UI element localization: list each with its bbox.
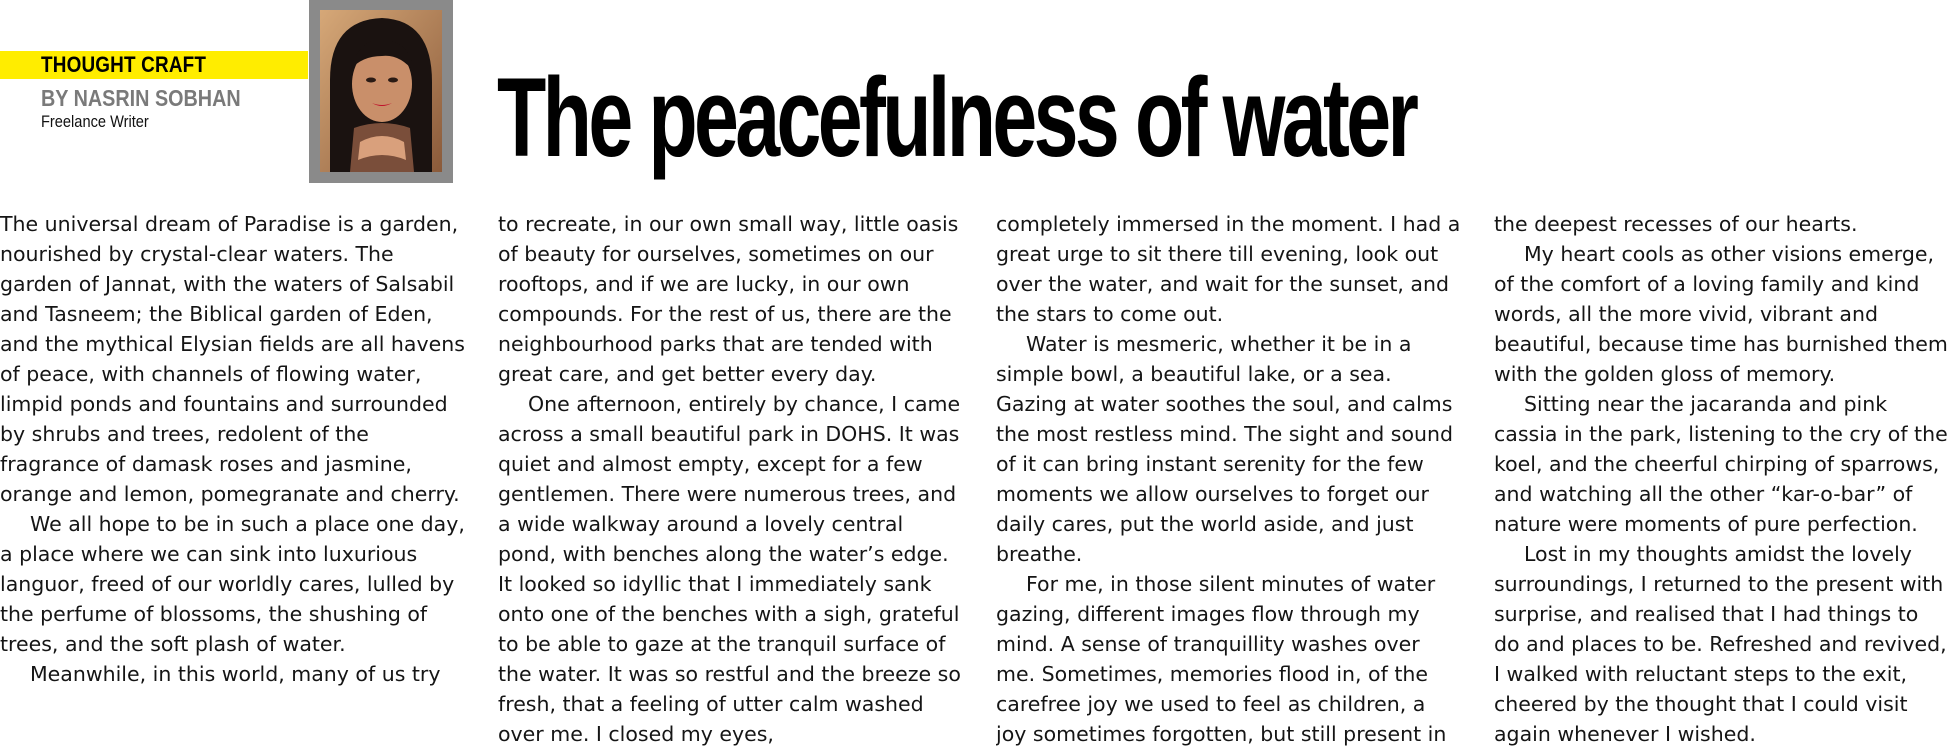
author-role: Freelance Writer xyxy=(41,112,149,131)
article-column-1 xyxy=(0,209,466,749)
headline: The peacefulness of water xyxy=(497,55,1416,180)
article-column-2 xyxy=(498,209,964,749)
article-column-3 xyxy=(996,209,1462,749)
paragraph: For me, in those silent minutes of water gazing, different images flow through my mind. A sense of tranquillity washes over me. Sometimes, memories flood in, of the carefree joy we used to feel as children, a joy sometimes forgotten, but still present in xyxy=(996,572,1447,746)
paragraph: Meanwhile, in this world, many of us try xyxy=(30,662,441,686)
paragraph: We all hope to be in such a place one day, a place where we can sink into luxurious languor, freed of our worldly cares, lulled by the perfume of blossoms, the shushing of trees, and the soft plash of water. xyxy=(0,512,465,656)
paragraph: completely immersed in the moment. I had a great urge to sit there till evening, look out over the water, and wait for the sunset, and the stars to come out. xyxy=(996,212,1461,326)
paragraph: Lost in my thoughts amidst the lovely surroundings, I returned to the present with surprise, and realised that I had things to do and places to be. Refreshed and revived, I walked with reluctant steps to the exit, cheered by the thought that I could visit again whenever I wished. xyxy=(1494,542,1947,746)
paragraph: One afternoon, entirely by chance, I came across a small beautiful park in DOHS. It was quiet and almost empty, except for a few gentlemen. There were numerous trees, and a wide walkway around a lovely central pond, with benches along the water’s edge. It looked so idyllic that I immediately sank onto one of the benches with a sigh, grateful to be able to gaze at the tranquil surface of the water. It was so restful and the breeze so fresh, that a feeling of utter calm washed over me. I closed my eyes, xyxy=(498,392,961,746)
section-label: THOUGHT CRAFT xyxy=(41,52,207,77)
paragraph: to recreate, in our own small way, little oasis of beauty for ourselves, sometimes on our rooftops, and if we are lucky, in our own compounds. For the rest of us, there are the neighbourhood parks that are tended with great care, and get better every day. xyxy=(498,212,959,386)
article-column-4 xyxy=(1494,209,1950,749)
author-portrait-image xyxy=(320,10,442,172)
paragraph: Sitting near the jacaranda and pink cassia in the park, listening to the cry of the koel, and the cheerful chirping of sparrows, and watching all the other “kar-o-bar” of nature were moments of pure perfection. xyxy=(1494,392,1948,536)
author-byline: BY NASRIN SOBHAN xyxy=(41,85,241,111)
paragraph: the deepest recesses of our hearts. xyxy=(1494,212,1858,236)
paragraph: The universal dream of Paradise is a garden, nourished by crystal-clear waters. The garden of Jannat, with the waters of Salsabil and Tasneem; the Biblical garden of Eden, and the mythical Elysian fields are all havens of peace, with channels of flowing water, limpid ponds and fountains and surrounded by shrubs and trees, redolent of the fragrance of damask roses and jasmine, orange and lemon, pomegranate and cherry. xyxy=(0,212,465,506)
paragraph: My heart cools as other visions emerge, of the comfort of a loving family and kind words, all the more vivid, vibrant and beautiful, because time has burnished them with the golden gloss of memory. xyxy=(1494,242,1948,386)
paragraph: Water is mesmeric, whether it be in a simple bowl, a beautiful lake, or a sea. Gazing at water soothes the soul, and calms the most restless mind. The sight and sound of it can bring instant serenity for the few moments we allow ourselves to forget our daily cares, put the world aside, and just breathe. xyxy=(996,332,1453,566)
author-photo xyxy=(309,0,453,183)
